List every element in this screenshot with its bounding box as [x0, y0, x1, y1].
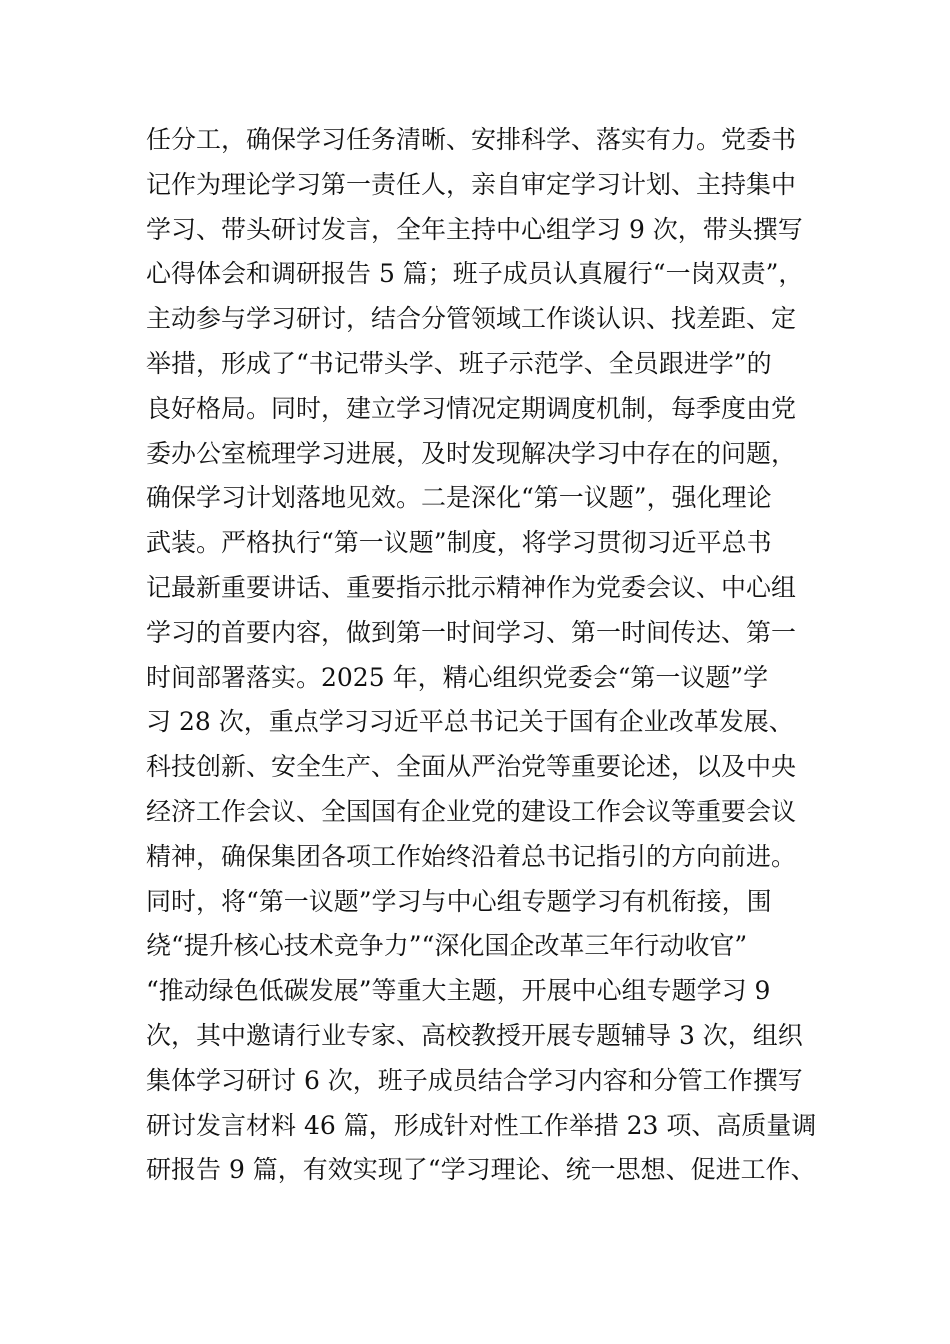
text-line: 任分工，确保学习任务清晰、安排科学、落实有力。党委书	[146, 125, 797, 154]
body-paragraph	[146, 118, 826, 1193]
text-line: 研报告 9 篇，有效实现了“学习理论、统一思想、促进工作、	[146, 1155, 816, 1185]
text-line: 武装。严格执行“第一议题”制度，将学习贯彻习近平总书	[146, 528, 772, 558]
text-line: 主动参与学习研讨，结合分管领域工作谈认识、找差距、定	[146, 304, 797, 334]
text-line: 良好格局。同时，建立学习情况定期调度机制，每季度由党	[146, 393, 797, 423]
text-line: 学习的首要内容，做到第一时间学习、第一时间传达、第一	[146, 617, 797, 647]
text-line: 经济工作会议、全国国有企业党的建设工作会议等重要会议	[146, 796, 797, 826]
text-line: 精神，确保集团各项工作始终沿着总书记指引的方向前进。	[146, 841, 797, 871]
text-line: 次，其中邀请行业专家、高校教授开展专题辅导 3 次，组织	[146, 1020, 803, 1050]
text-line: 委办公室梳理学习进展，及时发现解决学习中存在的问题，	[146, 438, 797, 468]
text-line: 确保学习计划落地见效。二是深化“第一议题”，强化理论	[146, 483, 772, 513]
text-line: 绕“提升核心技术竞争力”“深化国企改革三年行动收官”	[146, 931, 748, 961]
text-line: 时间部署落实。2025 年，精心组织党委会“第一议题”学	[146, 662, 769, 692]
text-line: 心得体会和调研报告 5 篇；班子成员认真履行“一岗双责”，	[146, 259, 804, 289]
text-line: 记作为理论学习第一责任人，亲自审定学习计划、主持集中	[146, 169, 797, 199]
text-line: 集体学习研讨 6 次，班子成员结合学习内容和分管工作撰写	[146, 1065, 803, 1095]
text-line: 习 28 次，重点学习习近平总书记关于国有企业改革发展、	[146, 707, 794, 737]
text-line: 记最新重要讲话、重要指示批示精神作为党委会议、中心组	[146, 572, 797, 602]
text-line: “推动绿色低碳发展”等重大主题，开展中心组专题学习 9	[146, 976, 771, 1006]
text-line: 科技创新、安全生产、全面从严治党等重要论述，以及中央	[146, 752, 797, 782]
text-line: 举措，形成了“书记带头学、班子示范学、全员跟进学”的	[146, 348, 772, 378]
text-line: 研讨发言材料 46 篇，形成针对性工作举措 23 项、高质量调	[146, 1110, 817, 1140]
text-line: 同时，将“第一议题”学习与中心组专题学习有机衔接，围	[146, 886, 772, 916]
text-line: 学习、带头研讨发言，全年主持中心组学习 9 次，带头撰写	[146, 214, 803, 244]
